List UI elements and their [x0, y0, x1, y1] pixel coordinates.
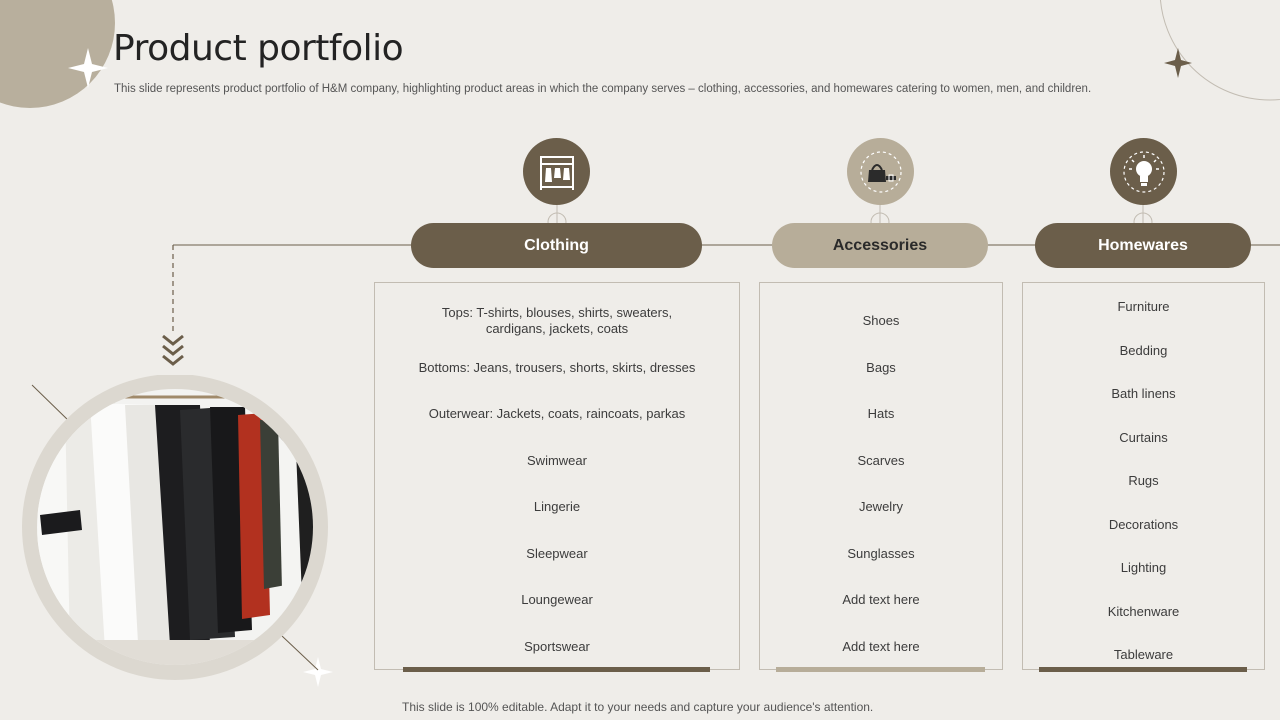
chevron-down-icon [163, 356, 183, 364]
homewares-card [1022, 282, 1265, 670]
list-item: Scarves [857, 453, 905, 468]
sparkle-icon [1164, 48, 1192, 78]
clothing-card [374, 282, 740, 670]
list-item: Rugs [1128, 473, 1159, 488]
corner-blob [0, 0, 115, 108]
list-item: Loungewear [521, 592, 593, 607]
list-item: Sportswear [524, 639, 590, 654]
clothing-icon-circle [523, 138, 590, 205]
list-item: Jewelry [858, 499, 904, 514]
page-subtitle: This slide represents product portfolio of H&M company, highlighting product areas in which the company serves – clothing, accessories, and homewares catering to women, men, and children. [114, 83, 1092, 95]
list-item: Lingerie [533, 499, 581, 514]
category-label: Homewares [1098, 236, 1188, 254]
card-accent-bar [403, 667, 710, 672]
list-item: Bedding [1119, 343, 1168, 358]
handbag-icon [859, 150, 903, 194]
chevron-down-icon [163, 336, 183, 344]
clothes-rack-photo [20, 375, 330, 685]
footer-note: This slide is 100% editable. Adapt it to your needs and capture your audience's attention. [402, 700, 874, 714]
list-item: Bath linens [1111, 386, 1176, 401]
list-item: cardigans, jackets, coats [485, 321, 629, 336]
list-item: Outerwear: Jackets, coats, raincoats, parkas [428, 406, 686, 421]
list-item: Bottoms: Jeans, trousers, shorts, skirts, dresses [418, 360, 696, 375]
card-accent-bar [776, 667, 985, 672]
list-item: Tableware [1113, 647, 1174, 662]
list-item: Tops: T-shirts, blouses, shirts, sweaters, [441, 305, 673, 320]
list-item: Add text here [842, 639, 920, 654]
category-label: Accessories [832, 236, 928, 254]
list-item: Shoes [862, 313, 900, 328]
list-item: Swimwear [527, 453, 587, 468]
list-item: Curtains [1119, 430, 1168, 445]
list-item: Lighting [1120, 560, 1167, 575]
list-item: Furniture [1117, 299, 1170, 314]
page-title: Product portfolio [113, 28, 404, 69]
category-label: Clothing [524, 236, 589, 254]
category-pill-accessories [772, 223, 988, 268]
list-item: Add text here [842, 592, 920, 607]
wardrobe-icon [537, 152, 577, 192]
list-item: Sleepwear [526, 546, 588, 561]
category-pill-clothing [411, 223, 702, 268]
list-item: Hats [867, 406, 895, 421]
list-item: Sunglasses [847, 546, 915, 561]
card-accent-bar [1039, 667, 1247, 672]
list-item: Bags [866, 360, 896, 375]
homewares-icon-circle [1110, 138, 1177, 205]
list-item: Decorations [1108, 517, 1179, 532]
category-pill-homewares [1035, 223, 1251, 268]
chevron-down-icon [163, 346, 183, 354]
accessories-icon-circle [847, 138, 914, 205]
lightbulb-icon [1122, 150, 1166, 194]
accessories-card [759, 282, 1003, 670]
list-item: Kitchenware [1107, 604, 1180, 619]
